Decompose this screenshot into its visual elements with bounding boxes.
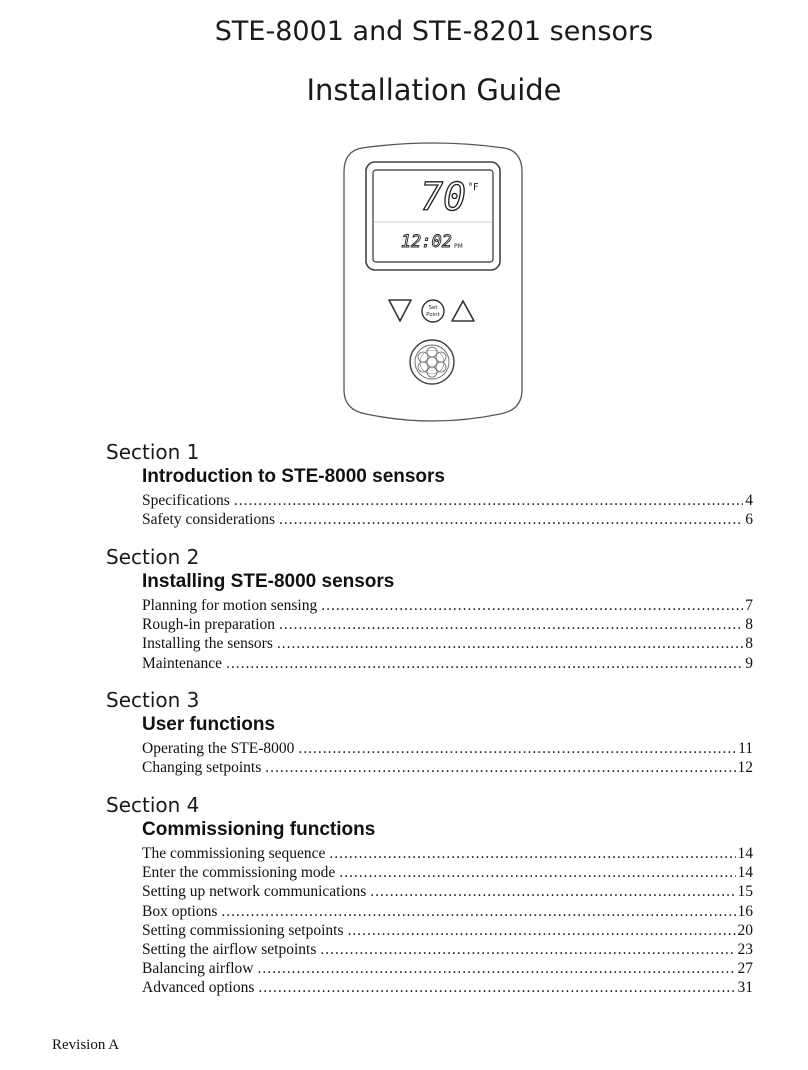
toc-entry[interactable]	[142, 739, 753, 758]
toc-entry-page: 7	[745, 597, 753, 614]
revision-label: Revision A	[52, 1037, 120, 1053]
toc-entry-page: 9	[745, 654, 753, 672]
toc-entry[interactable]	[142, 882, 753, 901]
section-label: Section 1	[106, 440, 200, 464]
section-label: Section 4	[106, 793, 200, 817]
toc-entry-title: The commissioning sequence	[142, 845, 326, 862]
toc-entry[interactable]	[142, 863, 753, 882]
toc-entry-page: 14	[737, 864, 753, 882]
toc-entry-title: Setting the airflow setpoints	[142, 941, 317, 958]
dot-leader	[265, 758, 735, 777]
dot-leader	[370, 882, 735, 901]
toc-entry-title: Planning for motion sensing	[142, 597, 318, 614]
toc-entry[interactable]	[142, 615, 753, 634]
toc-entry-page: 31	[737, 979, 753, 997]
toc-entry-title: Operating the STE-8000	[142, 740, 295, 757]
section-title: Commissioning functions	[142, 819, 376, 840]
dot-leader	[226, 654, 743, 673]
toc-entry[interactable]	[142, 940, 753, 959]
toc-entry-title: Setting up network communications	[142, 883, 367, 901]
section-title: Installing STE-8000 sensors	[142, 571, 395, 592]
toc-entry-page: 4	[745, 492, 753, 509]
toc-entry-page: 6	[745, 511, 753, 529]
toc-entry-page: 20	[737, 921, 753, 939]
dot-leader	[258, 978, 735, 997]
dot-leader	[329, 844, 735, 863]
section-title: User functions	[142, 714, 276, 735]
toc-entry-page: 11	[738, 740, 753, 757]
toc-entry[interactable]	[142, 902, 753, 921]
toc-entry[interactable]	[142, 978, 753, 997]
dot-leader	[321, 596, 743, 615]
dot-leader	[298, 739, 736, 758]
toc-entry-title: Rough-in preparation	[142, 616, 276, 634]
toc-entry-page: 16	[737, 902, 753, 920]
dot-leader	[221, 902, 735, 921]
dot-leader	[257, 959, 735, 978]
toc-entry[interactable]	[142, 634, 753, 653]
toc-entry-page: 12	[737, 759, 753, 777]
display-ampm: PM	[454, 243, 463, 250]
document-title: STE-8001 and STE-8201 sensors	[214, 16, 654, 47]
toc-entry-title: Setting commissioning setpoints	[142, 921, 344, 939]
toc-entry-page: 15	[737, 883, 753, 901]
dot-leader	[279, 510, 743, 529]
section-title: Introduction to STE-8000 sensors	[142, 466, 445, 487]
toc-entry-title: Installing the sensors	[142, 635, 273, 653]
document-subtitle: Installation Guide	[306, 73, 562, 107]
toc-entry[interactable]	[142, 921, 753, 940]
toc-entry-title: Balancing airflow	[142, 960, 254, 978]
dot-leader	[234, 491, 743, 510]
toc-entry[interactable]	[142, 491, 753, 510]
toc-entry-title: Box options	[142, 902, 218, 920]
toc-entry-title: Specifications	[142, 492, 230, 509]
display-unit: °F	[468, 182, 479, 193]
toc-entry-page: 27	[737, 960, 753, 978]
setpoint-label-1: Set	[428, 305, 438, 311]
toc-entry[interactable]	[142, 758, 753, 777]
toc-entry[interactable]	[142, 596, 753, 615]
toc-entry-page: 8	[745, 616, 753, 634]
dot-leader	[320, 940, 735, 959]
toc-entry[interactable]	[142, 844, 753, 863]
section-label: Section 2	[106, 545, 200, 569]
toc-entry[interactable]	[142, 959, 753, 978]
toc-entry-title: Safety considerations	[142, 511, 276, 529]
dot-leader	[348, 921, 736, 940]
toc-entry[interactable]	[142, 510, 753, 529]
display-temperature: 70	[420, 175, 466, 219]
toc-entry-page: 8	[745, 635, 753, 653]
setpoint-label-2: Point	[426, 312, 440, 318]
dot-leader	[339, 863, 735, 882]
toc-entry-page: 14	[737, 845, 753, 862]
toc-entry-title: Advanced options	[142, 979, 255, 997]
dot-leader	[279, 615, 743, 634]
dot-leader	[277, 634, 743, 653]
toc-entry-page: 23	[737, 941, 753, 958]
display-time: 12:02	[400, 232, 452, 252]
toc-entry-title: Changing setpoints	[142, 759, 262, 777]
section-label: Section 3	[106, 688, 200, 712]
toc-entry-title: Maintenance	[142, 654, 223, 672]
toc-entry-title: Enter the commissioning mode	[142, 864, 336, 882]
toc-entry[interactable]	[142, 654, 753, 673]
